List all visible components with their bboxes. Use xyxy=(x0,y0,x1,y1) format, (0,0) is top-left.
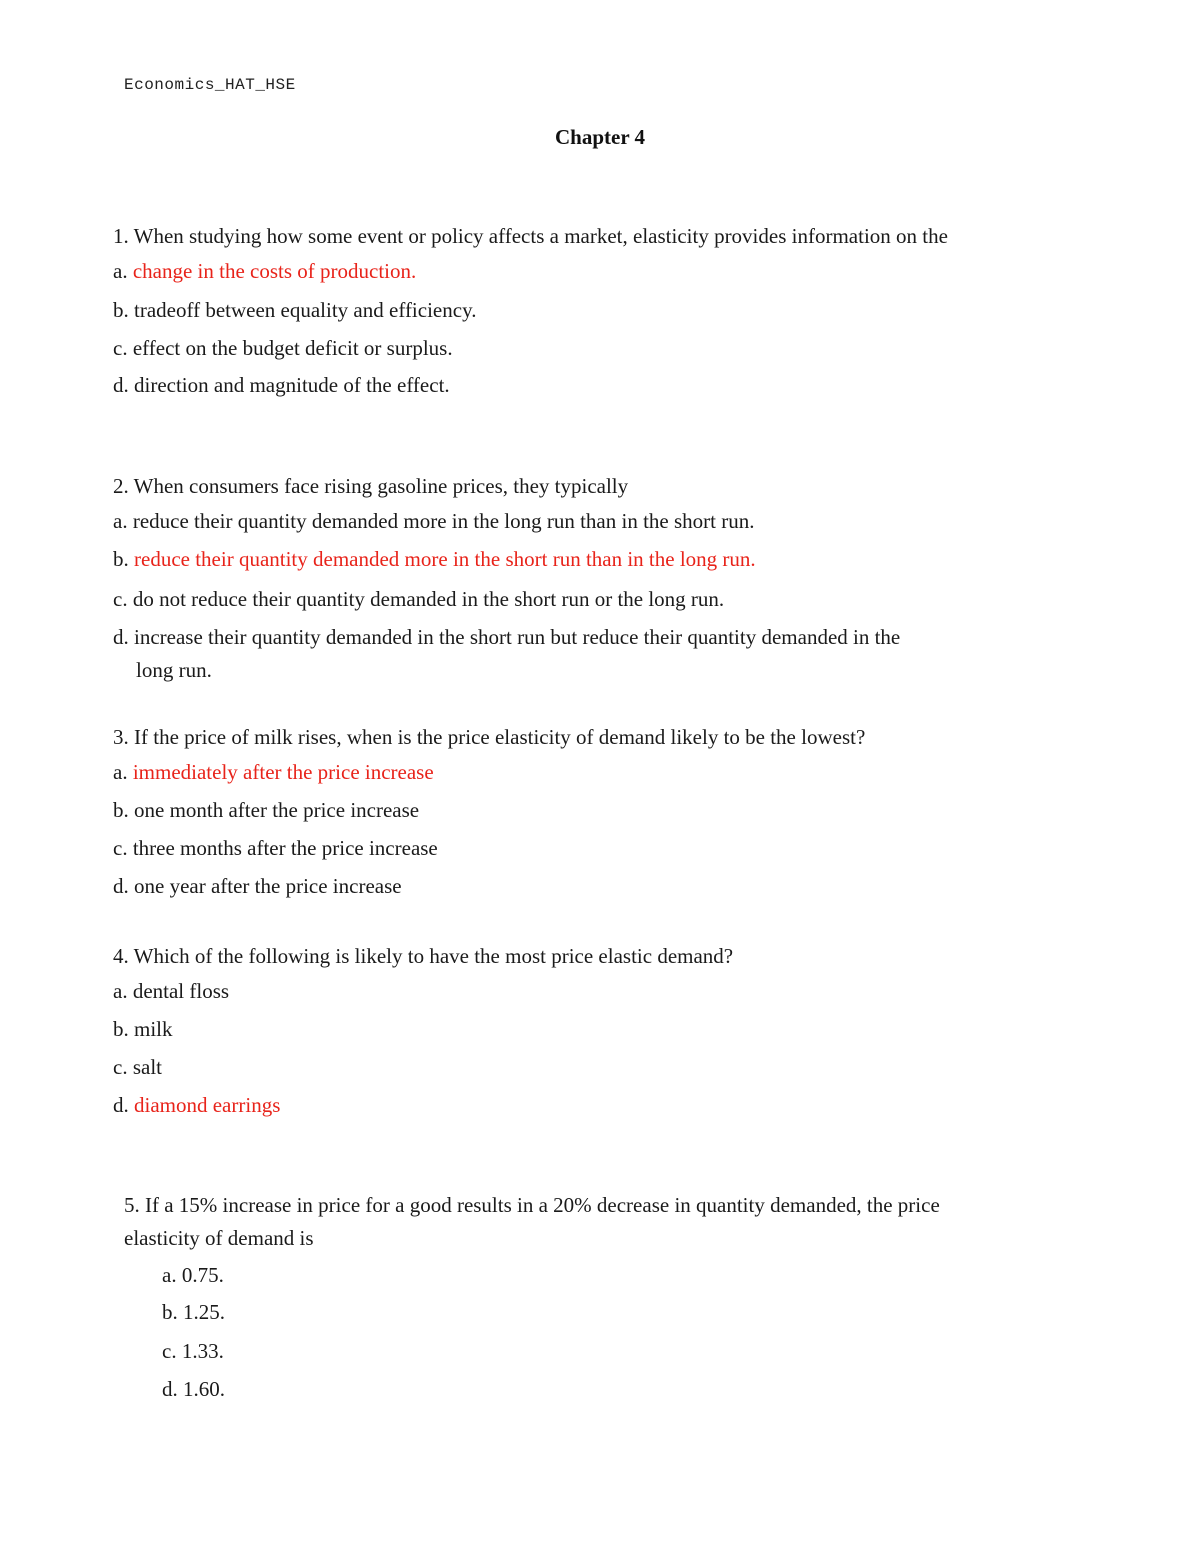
option-letter: d. xyxy=(113,1093,134,1117)
option-d-correct xyxy=(113,1092,280,1118)
question-stem-line-1: 5. If a 15% increase in price for a good results in a 20% decrease in quantity demanded, the price xyxy=(124,1193,940,1217)
document-header-code: Economics_HAT_HSE xyxy=(124,76,296,94)
option-d: d. one year after the price increase xyxy=(113,874,402,898)
option-b: b. 1.25. xyxy=(162,1300,225,1324)
question-stem: 2. When consumers face rising gasoline prices, they typically xyxy=(113,474,629,498)
option-b: b. tradeoff between equality and efficiency. xyxy=(113,298,477,322)
correct-answer-text: immediately after the price increase xyxy=(132,760,434,784)
option-d: d. increase their quantity demanded in the short run but reduce their quantity demanded in the xyxy=(113,625,901,649)
question-stem-line-2: elasticity of demand is xyxy=(124,1226,314,1250)
option-c: c. effect on the budget deficit or surplus. xyxy=(113,336,453,360)
option-a: a. dental floss xyxy=(113,979,230,1003)
option-c: c. do not reduce their quantity demanded in the short run or the long run. xyxy=(113,587,725,611)
chapter-title: Chapter 4 xyxy=(554,125,646,149)
option-a-correct xyxy=(113,759,434,785)
question-stem: 4. Which of the following is likely to have the most price elastic demand? xyxy=(113,944,734,968)
option-letter: b. xyxy=(113,547,134,571)
question-stem: 3. If the price of milk rises, when is the price elasticity of demand likely to be the lowest? xyxy=(113,725,866,749)
correct-answer-text: change in the costs of production. xyxy=(132,259,417,283)
option-c: c. three months after the price increase xyxy=(113,836,438,860)
option-a: a. reduce their quantity demanded more in the long run than in the short run. xyxy=(113,509,755,533)
option-a-correct xyxy=(113,258,416,284)
option-d-continuation: long run. xyxy=(136,658,212,682)
option-d: d. direction and magnitude of the effect. xyxy=(113,373,450,397)
correct-answer-text: diamond earrings xyxy=(134,1093,281,1117)
option-d: d. 1.60. xyxy=(162,1377,225,1401)
option-b-correct xyxy=(113,546,756,572)
option-letter: a. xyxy=(113,760,133,784)
option-letter: a. xyxy=(113,259,133,283)
option-a: a. 0.75. xyxy=(162,1263,224,1287)
question-stem: 1. When studying how some event or policy affects a market, elasticity provides information on the xyxy=(113,224,948,248)
option-c: c. 1.33. xyxy=(162,1339,224,1363)
option-c: c. salt xyxy=(113,1055,162,1079)
option-b: b. one month after the price increase xyxy=(113,798,420,822)
option-b: b. milk xyxy=(113,1017,173,1041)
correct-answer-text: reduce their quantity demanded more in the short run than in the long run. xyxy=(134,547,756,571)
